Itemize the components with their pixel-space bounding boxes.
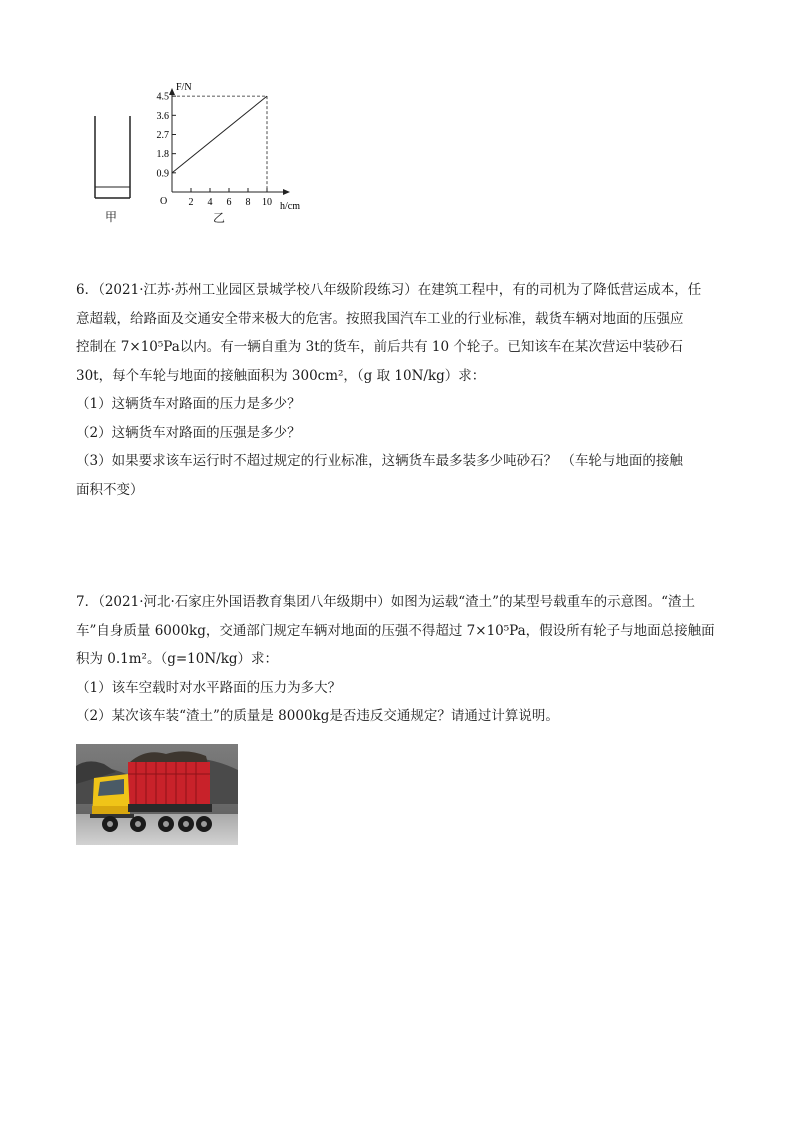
- q6-sub-3: （3）如果要求该车运行时不超过规定的行业标准，这辆货车最多装多少吨砂石？ （车轮与地面的接触: [76, 453, 683, 469]
- y-tick-label: 1.8: [156, 149, 169, 161]
- force-height-graph: [157, 82, 301, 212]
- y-tick-label: 2.7: [156, 129, 169, 141]
- q6-sub-2: （2）这辆货车对路面的压强是多少？: [76, 424, 301, 441]
- dump-truck-image: [76, 744, 238, 845]
- figure-container-and-graph: [80, 78, 320, 228]
- x-tick-label: 2: [188, 197, 194, 208]
- y-axis-arrow: [169, 88, 175, 95]
- question-7: [76, 588, 716, 731]
- origin-label: O: [160, 196, 168, 207]
- dump-truck-illustration: [76, 744, 238, 845]
- q6-sub-3-cont: 面积不变）: [76, 481, 144, 498]
- question-6: [76, 276, 716, 504]
- y-tick-label: 4.5: [156, 91, 169, 103]
- y-tick-label: 3.6: [156, 110, 169, 122]
- x-tick-label: 10: [262, 197, 272, 208]
- q6-line: 控制在 7×10⁵Pa以内。有一辆自重为 3t的货车，前后共有 10 个轮子。已知该车在某次营运中装砂石: [76, 339, 683, 355]
- x-tick-label: 6: [226, 197, 232, 208]
- label-yi: 乙: [213, 211, 226, 225]
- x-axis-arrow: [283, 189, 290, 195]
- force-height-line: [172, 96, 267, 173]
- q7-sub-1: （1）该车空载时对水平路面的压力为多大？: [76, 679, 342, 696]
- container-diagram: [95, 116, 130, 198]
- q6-line: 6．（2021·江苏·苏州工业园区景城学校八年级阶段练习）在建筑工程中，有的司机为了降低营运成本，任: [76, 282, 702, 298]
- x-tick-label: 8: [245, 197, 251, 208]
- q7-line: 车”自身质量 6000kg，交通部门规定车辆对地面的压强不得超过 7×10⁵Pa，假设所有轮子与地面总接触面: [76, 622, 715, 639]
- q7-sub-2: （2）某次该车装“渣土”的质量是 8000kg是否违反交通规定？请通过计算说明。: [76, 708, 559, 724]
- x-tick-label: 4: [207, 197, 213, 208]
- q6-sub-1: （1）这辆货车对路面的压力是多少？: [76, 396, 301, 412]
- x-axis-label: h/cm: [280, 201, 300, 212]
- label-jia: 甲: [105, 210, 118, 224]
- q6-line: 30t，每个车轮与地面的接触面积为 300cm²，（g 取 10N/kg）求：: [76, 367, 486, 384]
- figure-svg: [80, 78, 320, 228]
- y-tick-label: 0.9: [156, 168, 169, 180]
- q7-line: 积为 0.1m²。（g=10N/kg）求：: [76, 651, 279, 667]
- q6-line: 意超载，给路面及交通安全带来极大的危害。按照我国汽车工业的行业标准，载货车辆对地面的压强应: [76, 310, 684, 327]
- q7-line: 7．（2021·河北·石家庄外国语教育集团八年级期中）如图为运载“渣土”的某型号载重车的示意图。“渣土: [76, 594, 695, 610]
- y-axis-label: F/N: [176, 82, 192, 93]
